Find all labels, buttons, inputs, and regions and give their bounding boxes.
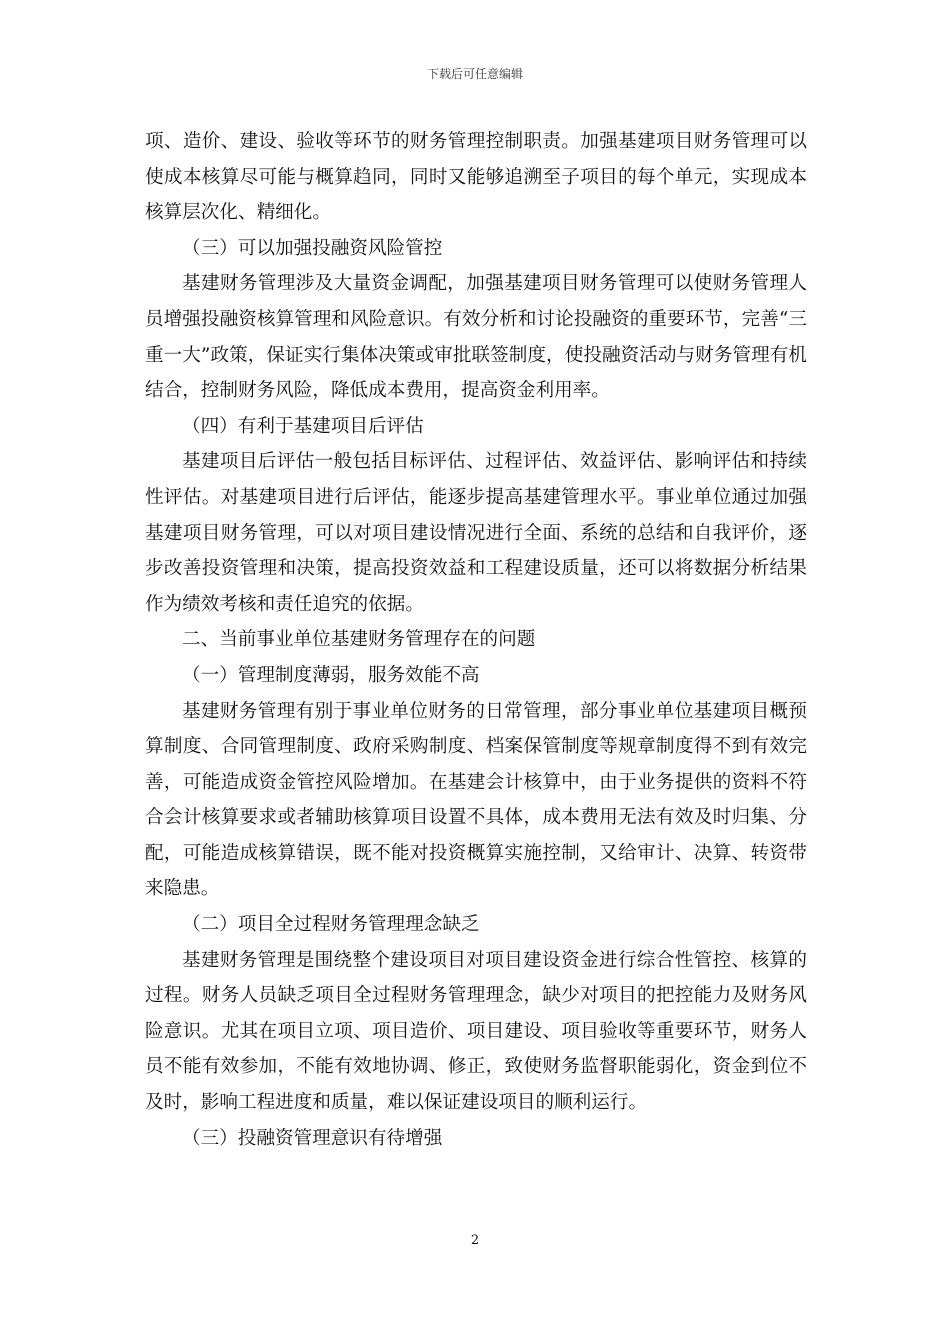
- section-heading: （三）可以加强投融资风险管控: [182, 237, 443, 259]
- section-heading: （一）管理制度薄弱，服务效能不高: [182, 664, 480, 686]
- section-heading: （四）有利于基建项目后评估: [182, 415, 424, 437]
- paragraph: 基建财务管理有别于事业单位财务的日常管理，部分事业单位基建项目概预算制度、合同管理制度、政府采购制度、档案保管制度等规章制度得不到有效完善，可能造成资金管控风险增加。在基建会计核算中，由于业务提供的资料不符合会计核算要求或者辅助核算项目设置不具体，成本费用无法有效及时归集、分配，可能造成核算错误，既不能对投资概算实施控制，又给审计、决算、转资带来隐患。: [145, 700, 807, 900]
- paragraph: 基建财务管理涉及大量资金调配，加强基建项目财务管理可以使财务管理人员增强投融资核算管理和风险意识。有效分析和讨论投融资的重要环节，完善“三重一大”政策，保证实行集体决策或审批联签制度，使投融资活动与财务管理有机结合，控制财务风险，降低成本费用，提高资金利用率。: [145, 273, 807, 402]
- section-heading: （二）项目全过程财务管理理念缺乏: [182, 914, 480, 936]
- section-heading: （三）投融资管理意识有待增强: [182, 1127, 443, 1149]
- paragraph: 基建项目后评估一般包括目标评估、过程评估、效益评估、影响评估和持续性评估。对基建项目进行后评估，能逐步提高基建管理水平。事业单位通过加强基建项目财务管理，可以对项目建设情况进行全面、系统的总结和自我评价，逐步改善投资管理和决策，提高投资效益和工程建设质量，还可以将数据分析结果作为绩效考核和责任追究的依据。: [145, 451, 807, 615]
- page-number: 2: [470, 1233, 480, 1248]
- chapter-heading: 二、当前事业单位基建财务管理存在的问题: [182, 629, 536, 651]
- document-body: [145, 124, 807, 1156]
- page-header: 下载后可任意编辑: [426, 67, 523, 81]
- paragraph-continuation: 项、造价、建设、验收等环节的财务管理控制职责。加强基建项目财务管理可以使成本核算尽可能与概算趋同，同时又能够追溯至子项目的每个单元，实现成本核算层次化、精细化。: [145, 131, 807, 224]
- paragraph: 基建财务管理是围绕整个建设项目对项目建设资金进行综合性管控、核算的过程。财务人员缺乏项目全过程财务管理理念，缺少对项目的把控能力及财务风险意识。尤其在项目立项、项目造价、项目建设、项目验收等重要环节，财务人员不能有效参加，不能有效地协调、修正，致使财务监督职能弱化，资金到位不及时，影响工程进度和质量，难以保证建设项目的顺利运行。: [145, 949, 807, 1114]
